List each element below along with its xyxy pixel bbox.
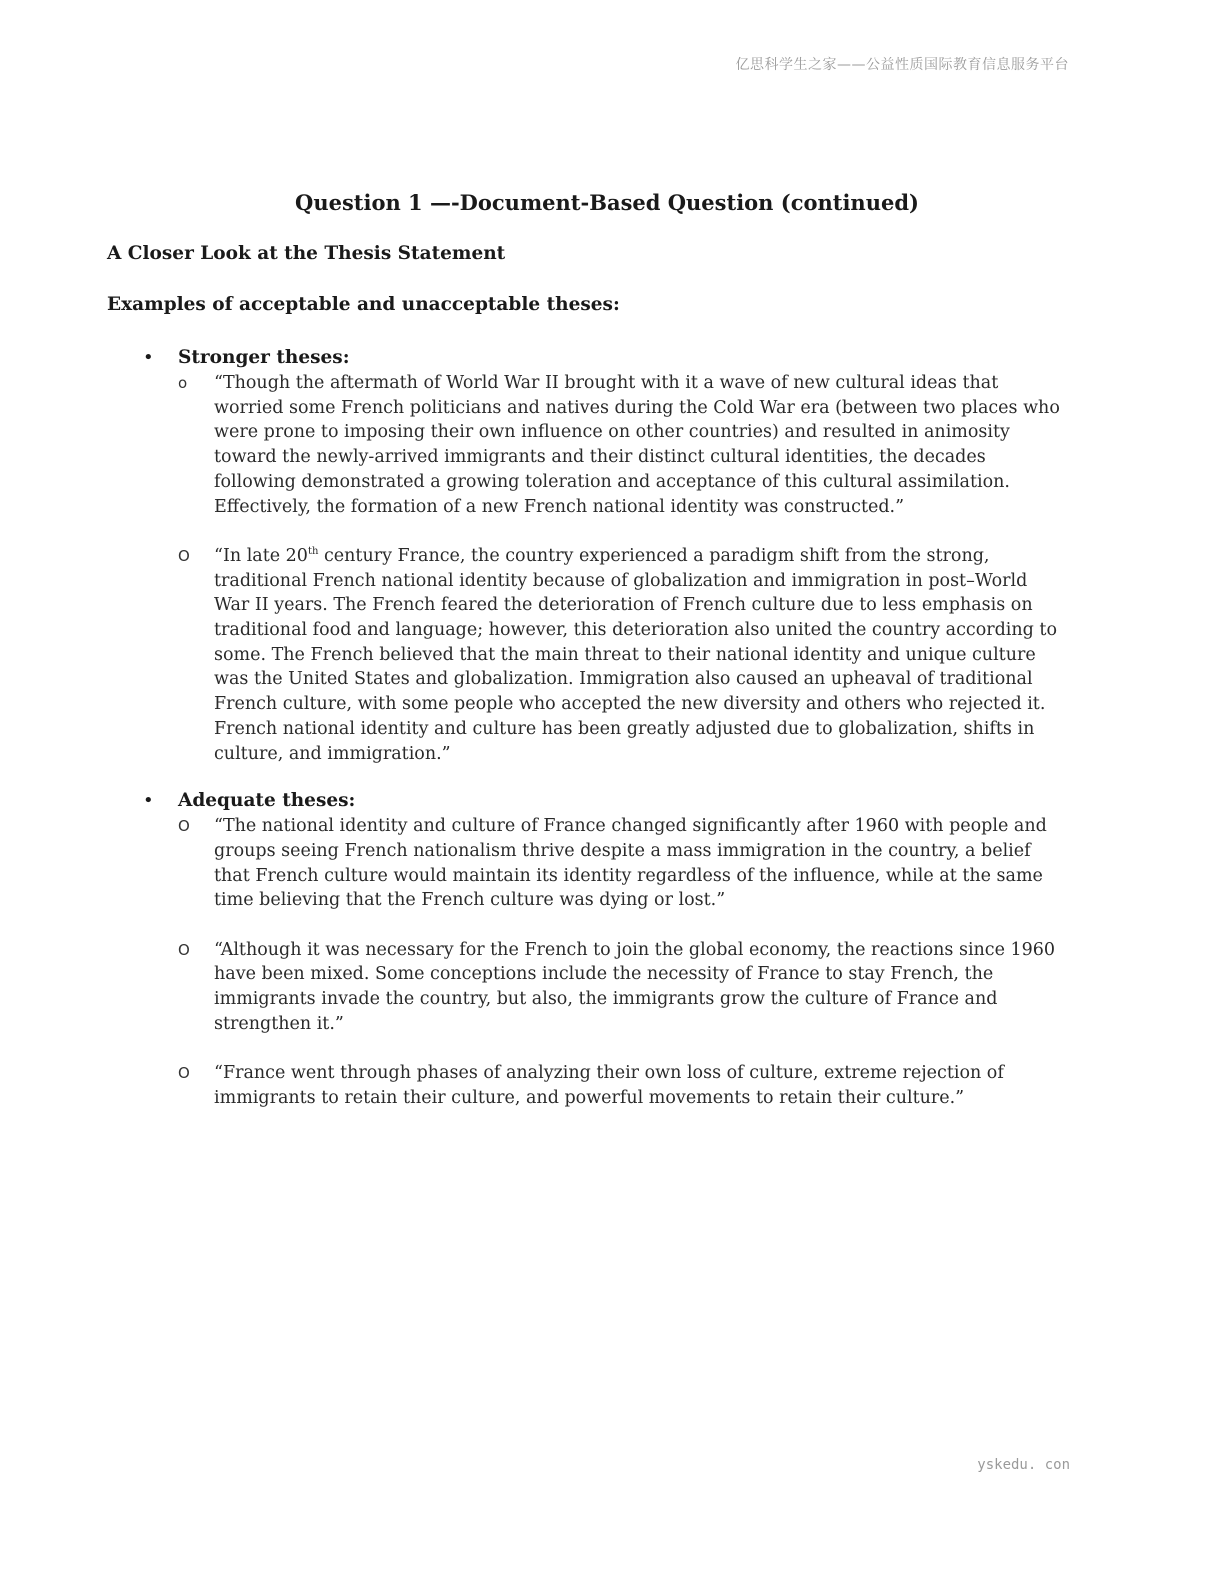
thesis-line: “France went through phases of analyzing their own loss of culture, extreme rejection of <box>214 1063 1004 1084</box>
thesis-line: toward the newly-arrived immigrants and their distinct cultural identities, the decades <box>214 447 986 468</box>
section-heading: A Closer Look at the Thesis Statement <box>107 243 506 264</box>
thesis-line: worried some French politicians and natives during the Cold War era (between two places who <box>214 397 1060 418</box>
thesis-example <box>178 814 1107 913</box>
thesis-line: groups seeing French nationalism thrive despite a mass immigration in the country, a belief <box>214 840 1031 861</box>
thesis-line: culture, and immigration.” <box>214 743 451 764</box>
thesis-line: traditional food and language; however, this deterioration also united the country according to <box>214 620 1057 641</box>
thesis-line: War II years. The French feared the deterioration of French culture due to less emphasis on <box>214 595 1033 616</box>
header-watermark: 亿思科学生之家——公益性质国际教育信息服务平台 <box>735 57 1069 73</box>
thesis-line: time believing that the French culture was dying or lost.” <box>214 890 726 911</box>
thesis-line: was the United States and globalization. Immigration also caused an upheaval of traditional <box>214 669 1033 690</box>
thesis-examples-list <box>107 345 1107 1133</box>
category-label: Stronger theses: <box>178 347 350 368</box>
thesis-text: “In late 20 <box>214 545 308 566</box>
thesis-line <box>214 544 1107 569</box>
thesis-line: were prone to imposing their own influence on other countries) and resulted in animosity <box>214 422 1010 443</box>
examples-subheading: Examples of acceptable and unacceptable theses: <box>107 294 620 315</box>
thesis-line: following demonstrated a growing toleration and acceptance of this cultural assimilation. <box>214 471 1010 492</box>
thesis-line: that French culture would maintain its identity regardless of the influence, while at the same <box>214 865 1043 886</box>
circle-bullet-icon: O <box>178 940 190 959</box>
circle-bullet-icon: o <box>178 374 188 392</box>
ordinal-superscript: th <box>307 545 319 557</box>
thesis-example <box>178 371 1107 519</box>
thesis-text: century France, the country experienced a paradigm shift from the strong, <box>318 545 990 566</box>
thesis-line: have been mixed. Some conceptions include the necessity of France to stay French, the <box>214 964 994 985</box>
thesis-example <box>178 1061 1107 1110</box>
thesis-line: strengthen it.” <box>214 1013 344 1034</box>
thesis-line: traditional French national identity because of globalization and immigration in post–World <box>214 570 1028 591</box>
circle-bullet-icon: O <box>178 1064 190 1083</box>
thesis-line: French culture, with some people who accepted the new diversity and others who rejected it. <box>214 694 1046 715</box>
thesis-line: immigrants invade the country, but also, the immigrants grow the culture of France and <box>214 989 998 1010</box>
bullet-icon: • <box>143 790 154 812</box>
category-stronger-theses <box>107 345 1107 766</box>
category-label: Adequate theses: <box>178 790 356 812</box>
thesis-example <box>178 938 1107 1037</box>
thesis-line: some. The French believed that the main threat to their national identity and unique culture <box>214 644 1036 665</box>
bullet-icon: • <box>143 347 154 368</box>
circle-bullet-icon: O <box>178 817 190 836</box>
category-adequate-theses <box>107 788 1107 1110</box>
thesis-line: “The national identity and culture of France changed significantly after 1960 with people and <box>214 816 1047 837</box>
footer-watermark: yskedu. con <box>977 1457 1070 1473</box>
thesis-line: “Although it was necessary for the French to join the global economy, the reactions since 1960 <box>214 939 1056 960</box>
thesis-line: French national identity and culture has been greatly adjusted due to globalization, shifts in <box>214 718 1035 739</box>
thesis-example <box>178 544 1107 766</box>
thesis-line: “Though the aftermath of World War II brought with it a wave of new cultural ideas that <box>214 373 999 393</box>
thesis-line: Effectively, the formation of a new French national identity was constructed.” <box>214 496 905 517</box>
page-title: Question 1 —-Document-Based Question (continued) <box>295 190 919 215</box>
thesis-line: immigrants to retain their culture, and powerful movements to retain their culture.” <box>214 1087 965 1108</box>
circle-bullet-icon: O <box>178 546 190 565</box>
